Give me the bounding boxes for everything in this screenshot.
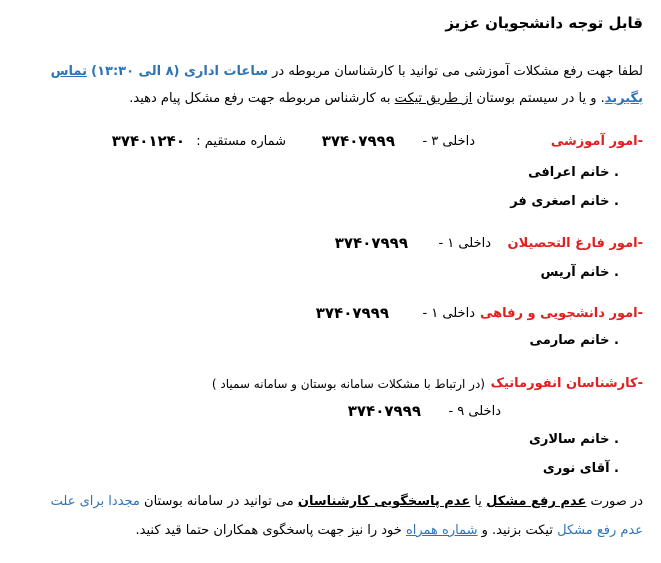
extension-number: داخلی ۹ - [448, 404, 501, 419]
staff-name: . خانم اصغری فر [510, 194, 619, 209]
intro-text-2: . و یا در سیستم بوستان [476, 91, 605, 106]
section-note: (در ارتباط با مشکلات سامانه بوستان و سامانه سمیاد ) [211, 377, 485, 391]
intro-line-1 [51, 64, 643, 79]
phone-number: ۳۷۴۰۷۹۹۹ [347, 402, 421, 420]
phone-number: ۳۷۴۰۷۹۹۹ [321, 132, 395, 150]
extension-number: داخلی ۳ - [422, 134, 475, 149]
mobile-number-highlight: شماره همراه [405, 523, 478, 538]
footer-text: می توانید در سامانه بوستان [144, 494, 294, 509]
ticket-link[interactable]: از طریق تیکت [394, 91, 473, 106]
intro-text-3: به کارشناس مربوطه جهت رفع مشکل پیام دهید. [129, 91, 391, 106]
staff-name: . خانم سالاری [528, 432, 619, 447]
staff-name: . خانم صارمی [529, 333, 619, 348]
footer-line-1 [51, 494, 643, 509]
footer-emphasis: عدم پاسخگویی کارشناسان [297, 494, 471, 509]
section-heading-student-affairs: -امور دانشجویی و رفاهی [479, 306, 643, 321]
staff-name: . آقای نوری [542, 461, 619, 476]
footer-highlight: عدم رفع مشکل [557, 523, 643, 538]
phone-number: ۳۷۴۰۷۹۹۹ [334, 234, 408, 252]
footer-highlight: مجددا برای علت [50, 494, 140, 509]
office-hours-text: ساعات اداری (۸ الی ۱۳:۳۰) [91, 64, 268, 79]
section-heading-academic: -امور آموزشی [550, 134, 643, 149]
staff-name: . خانم اعرافی [528, 165, 619, 180]
extension-number: داخلی ۱ - [438, 236, 491, 251]
footer-text: در صورت [590, 494, 643, 509]
direct-number-label: شماره مستقیم : [196, 134, 286, 149]
page-title: قابل توجه دانشجویان عزیز [445, 14, 643, 32]
footer-text: خود را نیز جهت پاسخگوی همکاران حتما قید کنید. [135, 523, 402, 538]
contact-link[interactable]: تماس [50, 64, 87, 79]
contact-link-continued[interactable]: بگیرید [604, 91, 643, 106]
extension-number: داخلی ۱ - [422, 306, 475, 321]
footer-emphasis: عدم رفع مشکل [486, 494, 587, 509]
staff-name: . خانم آریس [540, 265, 619, 280]
direct-number: ۳۷۴۰۱۲۴۰ [111, 132, 185, 150]
footer-text: یا [474, 494, 482, 509]
intro-line-2 [129, 91, 643, 106]
intro-text: لطفا جهت رفع مشکلات آموزشی می توانید با کارشناسان مربوطه در [272, 64, 643, 79]
footer-line-2 [136, 523, 643, 538]
footer-text: تیکت بزنید. و [481, 523, 553, 538]
section-heading-it-specialists: -کارشناسان انفورماتیک [490, 376, 643, 391]
section-heading-graduates: -امور فارغ التحصیلان [507, 236, 643, 251]
phone-number: ۳۷۴۰۷۹۹۹ [315, 304, 389, 322]
